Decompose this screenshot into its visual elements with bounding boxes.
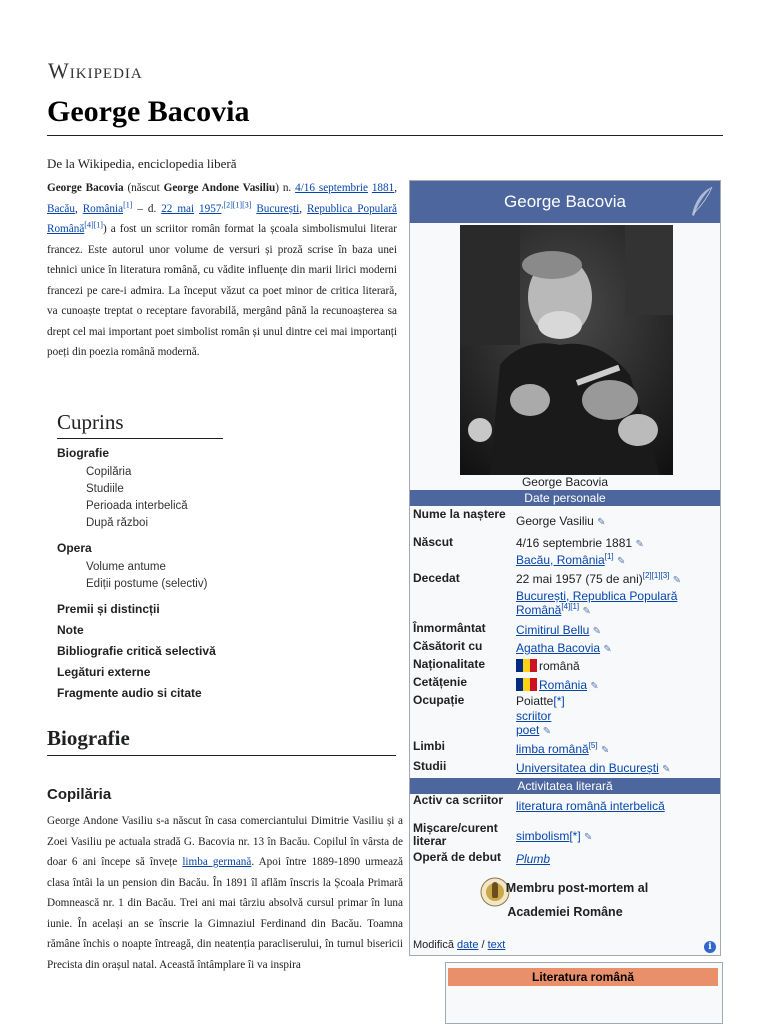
row-value [516,623,716,640]
pencil-icon[interactable]: ✎ [635,539,644,550]
infobox-row-active [413,794,717,822]
page-title: George Bacovia [47,95,723,136]
infobox-row-birth-name [413,508,717,534]
infobox-row-occupation [413,694,717,740]
row-value [516,799,716,814]
pencil-icon[interactable]: ✎ [584,832,593,843]
toc-item-perioada-interbelica[interactable]: Perioada interbelică [86,500,188,512]
toc-item-bibliografie[interactable]: Bibliografie critică selectivă [57,644,216,658]
link-universitatea[interactable]: Universitatea din București [516,761,659,775]
value-text: Poiatte [516,694,554,708]
link-bucuresti[interactable]: București [256,202,300,215]
membership-line-1: Membru post-mortem al [505,881,649,895]
value-text: 22 mai 1957 (75 de ani) [516,572,643,586]
table-of-contents [57,410,297,704]
portrait-photo[interactable] [460,225,673,475]
link-scriitor[interactable]: scriitor [516,708,552,723]
row-value [516,641,716,658]
toc-item-editii-postume[interactable]: Ediții postume (selectiv) [86,578,208,590]
infobox-footer [413,939,717,951]
link-academiei-romane[interactable]: Academiei Române [507,905,623,919]
copilaria-paragraph [47,811,403,975]
wikipedia-wordmark[interactable]: Wikipedia [48,58,143,83]
row-key: Naționalitate [413,657,486,671]
row-key: Operă de debut [413,850,502,864]
row-key: Născut [413,535,454,549]
pencil-icon[interactable]: ✎ [662,764,671,775]
value-text: George Vasiliu [516,514,594,528]
subsection-heading-copilaria: Copilăria [47,786,112,803]
ref-link[interactable]: [1] [123,199,133,209]
row-value [516,514,716,531]
value-text: 4/16 septembrie 1881 [516,536,633,550]
row-key: Decedat [413,571,460,585]
link-died-place[interactable]: București, Republica Populară Română [516,588,678,617]
toc-item-opera[interactable]: Opera [57,541,92,555]
row-value [516,829,716,846]
intro-birth-name: George Andone Vasiliu [163,182,276,194]
link-limba-romana[interactable]: limba română [516,742,589,756]
pencil-icon[interactable]: ✎ [582,606,591,617]
academy-membership [410,876,720,924]
row-key: Limbi [413,739,445,753]
link-rpr[interactable]: Republica Populară Română [47,202,398,235]
row-key: Căsătorit cu [413,639,483,653]
literatura-romana-navbox [445,962,723,1024]
row-value [516,694,716,740]
pencil-icon[interactable]: ✎ [597,517,606,528]
toc-item-dupa-razboi[interactable]: După război [86,517,149,529]
row-key: Studii [413,759,447,773]
infobox-row-died [413,572,717,620]
link-plumb[interactable]: Plumb [516,852,551,866]
intro-text: , [299,202,307,215]
romania-flag-icon [516,659,537,672]
link-poet[interactable]: poet [516,723,540,737]
infobox-row-born [413,536,717,568]
body-text: George Andone Vasiliu s-a născut în casa comerciantului Dimitrie Vasiliu și a Zoei Vasiliu pe actuala stradă G. Bacovia nr. 13 în Bacău. Copilul în vârsta de doar 6 ani începe să învețe [47,815,403,868]
ref-link[interactable]: [*] [553,694,565,708]
toc-item-biografie[interactable]: Biografie [57,446,110,460]
navbox-title[interactable]: Literatura română [448,968,718,986]
row-value [516,659,716,674]
link-simbolism[interactable]: simbolism [516,829,570,843]
quill-icon [688,185,714,219]
pencil-icon[interactable]: ✎ [542,726,552,737]
footer-modify-label: Modifică [413,939,454,951]
toc-item-fragmente-audio[interactable]: Fragmente audio si citate [57,686,202,700]
pencil-icon[interactable]: ✎ [616,555,626,567]
infobox-row-nationality [413,658,717,676]
row-key: Activ ca scriitor [413,793,504,807]
intro-text: , [74,202,83,215]
romania-flag-icon [516,678,537,691]
link-born-place[interactable]: Bacău, România [516,552,605,567]
row-value [516,742,716,759]
portrait-image [460,225,673,475]
ref-link[interactable]: [2][1][3] [642,571,670,580]
pencil-icon[interactable]: ✎ [603,644,612,655]
pencil-icon[interactable]: ✎ [592,626,602,637]
infobox-row-movement [413,822,717,850]
infobox-row-debut [413,851,717,869]
infobox-row-buried [413,622,717,640]
toc-item-volume-antume[interactable]: Volume antume [86,561,166,573]
ref-link[interactable]: [5] [588,741,598,750]
link-romania-citizenship[interactable]: România [539,678,588,692]
row-key: Cetățenie [413,675,468,689]
link-romania[interactable]: România [82,202,124,215]
intro-text: (născut [123,182,164,194]
link-birth-date[interactable]: 4/16 septembrie [295,182,368,194]
intro-text: ) n. [275,182,296,194]
toc-item-premii[interactable]: Premii și distincții [57,602,160,616]
link-agatha-bacovia[interactable]: Agatha Bacovia [516,641,601,655]
page-tagline: De la Wikipedia, enciclopedia liberă [47,156,237,171]
intro-subject: George Bacovia [47,182,124,194]
infobox [409,180,721,956]
infobox-title: George Bacovia [410,181,720,223]
intro-text: ) a fost un scriitor român format la școala simbolismului literar francez. Este autorul unor volume de versuri și proză scrise în baza unei tehnici unice în literatura română, cu vădite influențe din marii lirici moderni francezi pe care-i admira. La început văzut ca poet minor de critica literară, va cunoaște treptat o receptare favorabilă, mergând până la recunoașterea sa drept cel mai important poet simbolist român și unul dintre cei mai importanți poeți din poezia română modernă. [47,223,397,358]
link-limba-germana[interactable]: limba germană [182,856,252,868]
infobox-row-studies [413,760,717,780]
row-value [516,536,716,569]
pencil-icon[interactable]: ✎ [600,745,610,756]
section-heading-biografie: Biografie [47,726,396,756]
row-key: Nume la naștere [413,507,506,521]
value-text: română [539,659,580,673]
toc-item-legaturi[interactable]: Legături externe [57,665,151,679]
row-value [516,761,716,778]
edit-text-link[interactable]: text [487,939,506,951]
intro-text: , [394,182,397,194]
row-key: Ocupație [413,693,465,707]
toc-item-studiile[interactable]: Studiile [86,483,124,495]
link-birth-year[interactable]: 1881 [371,182,395,194]
pencil-icon[interactable]: ✎ [590,681,599,692]
footer-separator: / [478,939,488,951]
infobox-section-personal: Date personale [410,490,720,506]
ref-link[interactable]: ,[2][1][3] [221,199,252,209]
row-key: Mișcare/curent literar [413,821,498,848]
ref-link[interactable]: [*] [569,829,581,843]
row-key: Înmormântat [413,621,486,635]
ref-link[interactable]: [4][1] [84,220,103,230]
link-bacau[interactable]: Bacău [47,202,75,215]
row-value [516,572,716,620]
intro-paragraph [47,178,397,363]
pencil-icon[interactable]: ✎ [672,575,682,586]
body-text: . Apoi între 1889-1890 urmează clasa întâi la un pension din Bacău. În 1891 îl aflăm înscris la Școala Primară Domnească nr. 1 din Bacău. Trei ani mai târziu absolvă cursul primar în luna iunie. În același an se înscrie la Gimnaziul Ferdinand din Bacău. Toamna rămâne închis o noapte întreagă, din neatenția paracliserului, în turnul bisericii Precista din orașul natal. Această întâmplare îi va inspira [47,856,403,971]
infobox-row-spouse [413,640,717,658]
link-cimitirul-bellu[interactable]: Cimitirul Bellu [516,623,590,637]
portrait-caption: George Bacovia [521,475,609,489]
row-value [516,852,716,867]
row-value [516,678,716,695]
info-icon[interactable]: i [704,941,716,953]
toc-item-copilaria[interactable]: Copilăria [86,466,132,478]
edit-data-link[interactable]: date [457,939,479,951]
link-death-date[interactable]: 22 mai [161,202,195,215]
infobox-row-languages [413,740,717,760]
infobox-section-literary: Activitatea literară [410,778,720,794]
ref-link[interactable]: [4][1] [561,602,580,611]
toc-title: Cuprins [57,410,223,439]
toc-item-note[interactable]: Note [57,623,84,637]
link-literatura-interbelica[interactable]: literatura română interbelică [516,799,665,813]
link-death-year[interactable]: 1957 [199,202,222,215]
ref-link[interactable]: [1] [604,551,614,561]
intro-text: – d. [132,202,162,215]
